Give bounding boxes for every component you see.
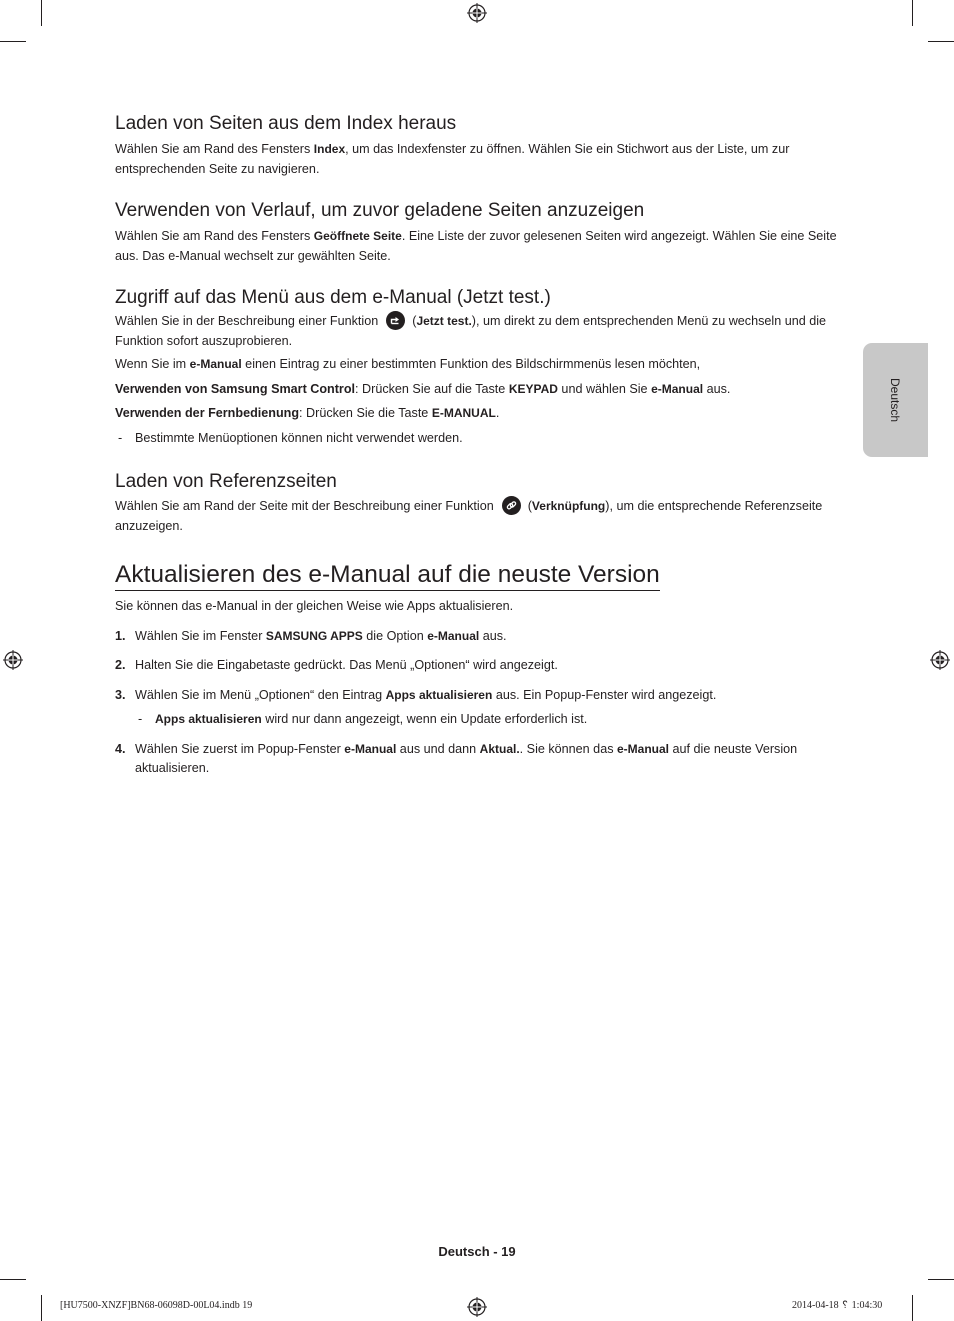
page-content (115, 112, 840, 789)
section-update (115, 560, 840, 779)
note-item: - Apps aktualisieren wird nur dann angezeigt, wenn ein Update erforderlich ist. (138, 712, 588, 726)
section-heading: Zugriff auf das Menü aus dem e-Manual (Jetzt test.) (115, 287, 551, 308)
section-history (115, 199, 840, 266)
list-item: 1. Wählen Sie im Fenster SAMSUNG APPS die Option e-Manual aus. (115, 628, 507, 643)
paragraph: Verwenden von Samsung Smart Control: Drücken Sie auf die Taste KEYPAD und wählen Sie e-Manual aus. (115, 381, 731, 396)
section-heading: Laden von Referenzseiten (115, 471, 337, 492)
footer-timestamp: 2014-04-18 ␦ 1:04:30 (792, 1300, 883, 1311)
paragraph: Sie können das e-Manual in der gleichen Weise wie Apps aktualisieren. (115, 599, 514, 613)
paragraph: Wählen Sie am Rand der Seite mit der Beschreibung einer Funktion (Verknüpfung), um die entsprechende Referenzseite anzuzeigen. (115, 497, 840, 536)
crop-mark (0, 1279, 26, 1280)
paragraph: Wenn Sie im e-Manual einen Eintrag zu einer bestimmten Funktion des Bildschirmmenüs lesen möchten, (115, 357, 701, 371)
crop-mark (0, 41, 26, 42)
section-index (115, 112, 840, 179)
paragraph: Wählen Sie am Rand des Fensters Geöffnete Seite. Eine Liste der zuvor gelesenen Seiten wird angezeigt. Wählen Sie eine Seite aus. Das e-Manual wechselt zur gewählten Seite. (115, 229, 837, 263)
footer-file-info: [HU7500-XNZF]BN68-06098D-00L04.indb 19 (60, 1300, 253, 1311)
share-arrow-icon (386, 311, 405, 330)
crop-mark (912, 0, 913, 26)
registration-crosshair-icon (3, 650, 23, 670)
main-heading: Aktualisieren des e-Manual auf die neuste Version (115, 560, 660, 591)
crop-mark (41, 0, 42, 26)
link-chain-icon (502, 496, 521, 515)
list-item: 4. Wählen Sie zuerst im Popup-Fenster e-Manual aus und dann Aktual.. Sie können das e-Manual auf die neuste Version aktualisieren. (115, 741, 798, 775)
crop-mark (41, 1295, 42, 1321)
registration-crosshair-icon (930, 650, 950, 670)
section-heading: Laden von Seiten aus dem Index heraus (115, 113, 457, 134)
side-tab-label: Deutsch (888, 377, 902, 423)
crop-mark (928, 41, 954, 42)
paragraph: Wählen Sie in der Beschreibung einer Funktion (Jetzt test.), um direkt zu dem entsprechenden Menü zu wechseln und die Funktion sofort auszuprobieren. (115, 312, 840, 351)
paragraph: Wählen Sie am Rand des Fensters Index, um das Indexfenster zu öffnen. Wählen Sie ein Stichwort aus der Liste, um zur entsprechenden Seite zu navigieren. (115, 142, 790, 176)
crop-mark (928, 1279, 954, 1280)
list-item: 3. Wählen Sie im Menü „Optionen“ den Eintrag Apps aktualisieren aus. Ein Popup-Fenster wird angezeigt. (115, 687, 717, 702)
section-try-now (115, 286, 840, 448)
crop-mark (912, 1295, 913, 1321)
section-references (115, 470, 840, 536)
list-item: 2. Halten Sie die Eingabetaste gedrückt. Das Menü „Optionen“ wird angezeigt. (115, 658, 558, 672)
registration-crosshair-icon (467, 3, 487, 23)
registration-crosshair-icon (467, 1297, 487, 1317)
section-heading: Verwenden von Verlauf, um zuvor geladene Seiten anzuzeigen (115, 200, 645, 221)
note-item: - Bestimmte Menüoptionen können nicht verwendet werden. (118, 430, 463, 445)
page-number: Deutsch - 19 (438, 1244, 516, 1259)
paragraph: Verwenden der Fernbedienung: Drücken Sie die Taste E-MANUAL. (115, 406, 500, 420)
language-side-tab (863, 343, 928, 457)
